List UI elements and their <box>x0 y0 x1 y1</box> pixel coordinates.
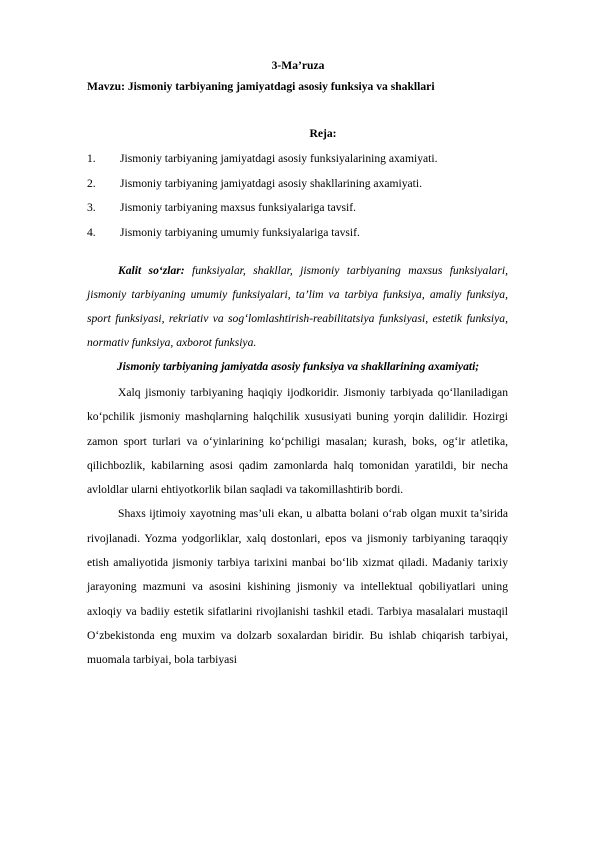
section-title: Jismoniy tarbiyaning jamiyatda asosiy funksiya va shakllarining axamiyati; <box>116 360 480 373</box>
lecture-number: 3-Ma’ruza <box>271 59 325 72</box>
plan-item-text: Jismoniy tarbiyaning umumiy funksiyalariga tavsif. <box>120 225 360 239</box>
plan-item <box>87 201 517 226</box>
plan-item <box>87 177 517 202</box>
plan-item-text: Jismoniy tarbiyaning jamiyatdagi asosiy funksiyalarining axamiyati. <box>120 152 438 165</box>
plan-item-text: Jismoniy tarbiyaning jamiyatdagi asosiy shakllarining axamiyati. <box>120 176 423 190</box>
plan-list <box>87 152 517 250</box>
plan-item-text: Jismoniy tarbiyaning maxsus funksiyalariga tavsif. <box>120 201 357 214</box>
lecture-topic: Mavzu: Jismoniy tarbiyaning jamiyatdagi asosiy funksiya va shakllari <box>87 80 435 93</box>
keywords-paragraph <box>87 259 508 355</box>
plan-item-number: 1. <box>87 152 96 165</box>
body-paragraph: Xalq jismoniy tarbiyaning haqiqiy ijodkoridir. Jismoniy tarbiyada qo‘llaniladigan ko‘pchilik jismoniy mashqlarning halqchilik xususiyati buning yorqin dalilidir. Hozirgi zamon sport turlari va o‘yinlarining ko‘pchiligi masalan; kurash, boks, og‘ir atletika, qilichbozlik, kabilarning asosi qadim zamonlarda halq tomonidan yaratildi, bir necha avloldlar ularni ehtiyotkorlik bilan saqladi va takomillashtirib bordi. <box>87 386 508 497</box>
keywords-label: Kalit so‘zlar: <box>118 264 185 277</box>
body-paragraph: Shaxs ijtimoiy xayotning mas’uli ekan, u albatta bolani o‘rab olgan muxit ta’sirida rivojlanadi. Yozma yodgorliklar, xalq dostonlari, epos va jismoniy tarbiyaning taraqqiy etish amaliyotida jismoniy tarbiya tarixini manbai bo‘lib xizmat qiladi. Madaniy tarixiy jarayoning mazmuni va asosini kishining jismoniy va intellektual qobiliyatlari uning axloqiy va badiiy estetik sifatlarini rivojlanishi tashkil etadi. Tarbiya masalalari mustaqil O‘zbekistonda eng muxim va dolzarb soxalardan biridir. Bu ishlab chiqarish tarbiyai, muomala tarbiyai, bola tarbiyasi <box>87 507 508 667</box>
keywords-text: funksiyalar, shakllar, jismoniy tarbiyaning maxsus funksiyalari, jismoniy tarbiyaning umumiy funksiyalari, ta’lim va tarbiya funksiya, amaliy funksiya, sport funksiyasi, rekriativ va sog‘lomlashtirish-reabilitatsiya funksiyasi, estetik funksiya, normativ funksiya, axborot funksiya. <box>87 264 508 349</box>
plan-item-number: 4. <box>87 225 96 239</box>
plan-item <box>87 152 517 177</box>
plan-item <box>87 226 517 251</box>
plan-title: Reja: <box>309 127 337 140</box>
section-body <box>87 381 508 673</box>
plan-item-number: 2. <box>87 176 96 190</box>
plan-item-number: 3. <box>87 201 96 214</box>
